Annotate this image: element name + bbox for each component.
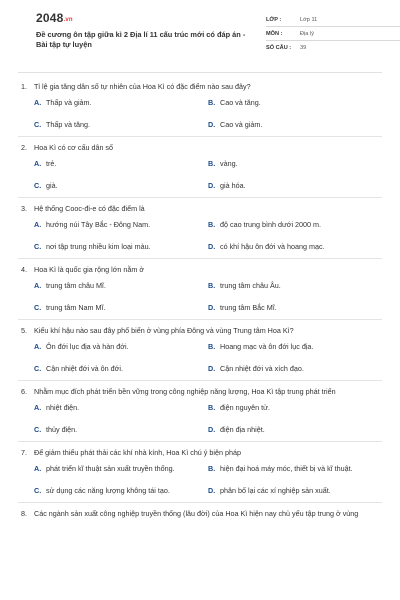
answer-option[interactable] [208,297,382,319]
question-item [18,259,382,320]
answer-option[interactable] [34,458,208,480]
option-text: hiện đại hoá máy móc, thiết bị và kĩ thuật. [220,464,353,473]
answer-options [18,153,382,197]
option-text: Hoang mạc và ôn đới lục địa. [220,342,314,351]
question-text [18,76,382,92]
logo-number: 2048 [36,11,64,25]
answer-option[interactable] [34,153,208,175]
question-stem: Tỉ lệ gia tăng dân số tự nhiên của Hoa Kì có đặc điểm nào sau đây? [34,82,251,91]
question-list [18,76,382,523]
answer-options [18,275,382,319]
question-item [18,76,382,137]
option-text: trung tâm Bắc Mĩ. [220,303,277,312]
option-letter: C. [34,242,42,251]
option-text: sử dụng các năng lượng không tái tạo. [46,486,170,495]
answer-option[interactable] [208,358,382,380]
question-number: 1. [21,82,27,91]
option-letter: C. [34,303,42,312]
option-text: trung tâm châu Âu. [220,281,281,290]
option-text: phát triển kĩ thuật sản xuất truyền thống. [46,464,175,473]
question-stem: Kiểu khí hậu nào sau đây phổ biến ở vùng phía Đông và vùng Trung tâm Hoa Kì? [34,326,294,335]
option-letter: B. [208,281,216,290]
meta-value: Địa lý [300,30,314,37]
answer-option[interactable] [34,397,208,419]
option-letter: D. [208,364,216,373]
option-letter: D. [208,486,216,495]
meta-row [266,41,400,55]
question-number: 5. [21,326,27,335]
answer-option[interactable] [34,480,208,502]
option-text: già hóa. [220,181,246,190]
question-stem: Hoa Kì có cơ cấu dân số [34,143,114,152]
header-divider [18,72,382,73]
question-number: 4. [21,265,27,274]
option-letter: A. [34,281,42,290]
answer-option[interactable] [208,153,382,175]
option-letter: C. [34,181,42,190]
answer-options [18,336,382,380]
option-text: già. [46,181,58,190]
option-letter: D. [208,425,216,434]
document-meta [266,13,400,55]
answer-option[interactable] [34,214,208,236]
option-letter: D. [208,303,216,312]
question-text [18,503,382,519]
document-title: Đề cương ôn tập giữa kì 2 Địa lí 11 cấu trúc mới có đáp án - Bài tập tự luyện [36,30,246,49]
option-letter: A. [34,220,42,229]
answer-option[interactable] [34,358,208,380]
answer-option[interactable] [208,480,382,502]
answer-option[interactable] [208,397,382,419]
option-letter: D. [208,181,216,190]
answer-option[interactable] [208,275,382,297]
answer-option[interactable] [208,336,382,358]
question-stem: Các ngành sản xuất công nghiệp truyền thống (lâu đời) của Hoa Kì hiện nay chủ yếu tập trung ở vùng [34,509,359,518]
answer-options [18,214,382,258]
option-letter: C. [34,364,42,373]
question-number: 3. [21,204,27,213]
option-text: vàng. [220,159,238,168]
answer-option[interactable] [34,236,208,258]
option-text: Cận nhiệt đới và xích đạo. [220,364,304,373]
question-text [18,381,382,397]
option-letter: D. [208,242,216,251]
logo-domain: .vn [63,17,73,23]
option-text: Ôn đới lục địa và hàn đới. [46,342,129,351]
option-letter: B. [208,220,216,229]
option-letter: C. [34,120,42,129]
option-letter: B. [208,403,216,412]
question-item [18,198,382,259]
option-letter: C. [34,486,42,495]
answer-option[interactable] [208,458,382,480]
option-text: điện nguyên tử. [220,403,270,412]
question-stem: Nhằm mục đích phát triển bền vững trong công nghiệp năng lượng, Hoa Kì tập trung phát triển [34,387,336,396]
question-text [18,198,382,214]
answer-option[interactable] [34,419,208,441]
answer-option[interactable] [34,275,208,297]
question-stem: Để giảm thiểu phát thải các khí nhà kính, Hoa Kì chú ý biện pháp [34,448,241,457]
answer-option[interactable] [208,175,382,197]
option-letter: A. [34,403,42,412]
question-item [18,442,382,503]
option-text: Cận nhiệt đới và ôn đới. [46,364,123,373]
answer-option[interactable] [208,214,382,236]
option-letter: D. [208,120,216,129]
answer-options [18,92,382,136]
option-text: Thấp và giảm. [46,98,92,107]
question-item [18,503,382,523]
answer-options [18,397,382,441]
question-text [18,259,382,275]
answer-option[interactable] [208,419,382,441]
option-letter: C. [34,425,42,434]
site-logo[interactable] [36,11,73,25]
option-letter: A. [34,464,42,473]
question-text [18,442,382,458]
option-text: hướng núi Tây Bắc - Đông Nam. [46,220,151,229]
option-text: nhiệt điện. [46,403,80,412]
question-item [18,381,382,442]
answer-option[interactable] [208,114,382,136]
option-text: Thấp và tăng. [46,120,90,129]
question-number: 7. [21,448,27,457]
meta-label: SỐ CÂU : [266,45,292,51]
page-header [18,0,382,70]
answer-option[interactable] [208,236,382,258]
option-text: có khí hậu ôn đới và hoang mạc. [220,242,325,251]
option-text: nơi tập trung nhiều kim loại màu. [46,242,151,251]
meta-value: 39 [300,45,307,51]
meta-value: Lớp 11 [300,16,318,23]
question-text [18,137,382,153]
option-letter: B. [208,159,216,168]
option-letter: B. [208,464,216,473]
option-letter: B. [208,342,216,351]
question-text [18,320,382,336]
question-number: 6. [21,387,27,396]
option-text: trung tâm Nam Mĩ. [46,303,106,312]
question-number: 2. [21,143,27,152]
option-letter: A. [34,98,42,107]
option-text: phân bố lại các xí nghiệp sản xuất. [220,486,331,495]
option-letter: B. [208,98,216,107]
answer-option[interactable] [34,336,208,358]
answer-option[interactable] [34,297,208,319]
question-item [18,320,382,381]
meta-row [266,13,400,27]
option-letter: A. [34,159,42,168]
option-text: Cao và tăng. [220,98,261,107]
option-text: thủy điện. [46,425,78,434]
question-number: 8. [21,509,27,518]
answer-option[interactable] [34,92,208,114]
option-text: Cao và giảm. [220,120,263,129]
option-text: điện địa nhiệt. [220,425,265,434]
meta-label: LỚP : [266,16,282,23]
question-item [18,137,382,198]
answer-option[interactable] [208,92,382,114]
answer-option[interactable] [34,175,208,197]
option-letter: A. [34,342,42,351]
meta-label: MÔN : [266,30,283,37]
answer-options [18,458,382,502]
question-stem: Hoa Kì là quốc gia rộng lớn nằm ở [34,265,145,274]
question-stem: Hệ thống Cooc-đi-e có đặc điểm là [34,204,145,213]
meta-row [266,27,400,41]
answer-option[interactable] [34,114,208,136]
option-text: trẻ. [46,159,57,168]
option-text: độ cao trung bình dưới 2000 m. [220,220,322,229]
option-text: trung tâm châu Mĩ. [46,281,106,290]
